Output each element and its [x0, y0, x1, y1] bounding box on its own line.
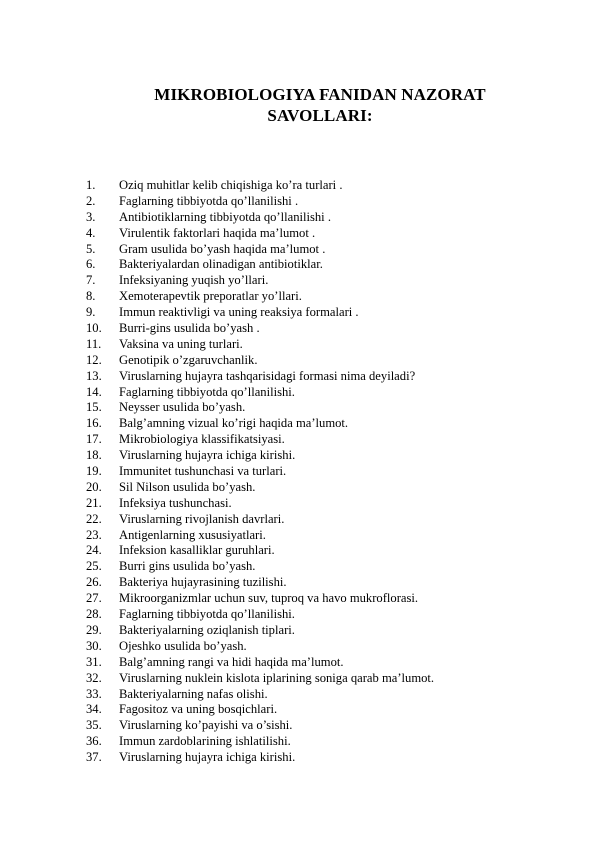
question-item [86, 400, 556, 416]
title-line-1: MIKROBIOLOGIYA FANIDAN NAZORAT [154, 85, 486, 104]
question-number: 23. [86, 527, 102, 542]
question-text: Fagositoz va uning bosqichlari. [119, 702, 278, 717]
question-number: 9. [86, 305, 96, 320]
question-number: 28. [86, 607, 102, 622]
question-item [86, 543, 556, 559]
question-text: Infeksion kasalliklar guruhlari. [119, 543, 275, 558]
question-text: Oziq muhitlar kelib chiqishiga ko’ra turlari . [119, 178, 343, 192]
question-text: Viruslarning ko’payishi va o’sishi. [119, 718, 293, 733]
question-text: Faglarning tibbiyotda qo’llanilishi. [119, 384, 295, 399]
question-number: 30. [86, 638, 102, 653]
question-number: 16. [86, 416, 102, 431]
question-item [86, 194, 556, 210]
question-item [86, 734, 556, 750]
question-item [86, 655, 556, 671]
question-number: 7. [86, 273, 96, 288]
question-text: Virulentik faktorlari haqida ma’lumot . [119, 225, 316, 240]
question-number: 18. [86, 448, 102, 463]
question-text: Mikrobiologiya klassifikatsiyasi. [119, 432, 285, 447]
question-number: 29. [86, 622, 102, 637]
question-text: Sil Nilson usulida bo’yash. [119, 479, 256, 494]
question-text: Viruslarning rivojlanish davrlari. [119, 511, 285, 526]
question-text: Neysser usulida bo’yash. [119, 400, 246, 415]
question-text: Balg’amning vizual ko’rigi haqida ma’lumot. [119, 416, 349, 431]
question-item [86, 369, 556, 385]
question-number: 11. [86, 336, 102, 351]
question-text: Bakteriyalarning nafas olishi. [119, 686, 268, 701]
question-item [86, 242, 556, 258]
question-text: Antigenlarning xususiyatlari. [119, 527, 266, 542]
question-list [86, 178, 556, 766]
question-item [86, 448, 556, 464]
question-number: 25. [86, 559, 102, 574]
question-number: 36. [86, 734, 102, 749]
question-number: 21. [86, 495, 102, 510]
question-item [86, 496, 556, 512]
question-text: Viruslarning hujayra tashqarisidagi formasi nima deyiladi? [119, 368, 416, 383]
question-item [86, 671, 556, 687]
question-item [86, 321, 556, 337]
question-item [86, 273, 556, 289]
question-item [86, 464, 556, 480]
question-item [86, 432, 556, 448]
question-text: Bakteriyalarning oziqlanish tiplari. [119, 622, 295, 637]
question-number: 14. [86, 384, 102, 399]
question-number: 22. [86, 511, 102, 526]
question-text: Bakteriyalardan olinadigan antibiotiklar. [119, 257, 323, 272]
question-item [86, 337, 556, 353]
question-item [86, 257, 556, 273]
title-line-2: SAVOLLARI: [267, 106, 373, 125]
question-item [86, 559, 556, 575]
question-text: Genotipik o’zgaruvchanlik. [119, 352, 258, 367]
question-number: 26. [86, 575, 102, 590]
question-item [86, 575, 556, 591]
page-title [140, 84, 500, 126]
question-number: 3. [86, 209, 96, 224]
question-number: 15. [86, 400, 102, 415]
question-number: 19. [86, 464, 102, 479]
question-text: Bakteriya hujayrasining tuzilishi. [119, 575, 287, 590]
question-number: 17. [86, 432, 102, 447]
question-text: Immunitet tushunchasi va turlari. [119, 464, 287, 479]
question-item [86, 591, 556, 607]
question-text: Viruslarning hujayra ichiga kirishi. [119, 448, 296, 463]
question-text: Burri-gins usulida bo’yash . [119, 321, 260, 336]
question-text: Ojeshko usulida bo’yash. [119, 638, 247, 653]
question-item [86, 687, 556, 703]
question-item [86, 528, 556, 544]
question-text: Vaksina va uning turlari. [119, 336, 243, 351]
question-number: 2. [86, 193, 96, 208]
question-item [86, 702, 556, 718]
question-item [86, 353, 556, 369]
question-number: 4. [86, 225, 96, 240]
question-text: Antibiotiklarning tibbiyotda qo’llanilishi . [119, 209, 331, 224]
question-item [86, 210, 556, 226]
question-item [86, 480, 556, 496]
question-item [86, 416, 556, 432]
question-item [86, 512, 556, 528]
question-text: Xemoterapevtik preporatlar yo’llari. [119, 289, 302, 304]
question-item [86, 718, 556, 734]
question-item [86, 623, 556, 639]
question-text: Burri gins usulida bo’yash. [119, 559, 256, 574]
question-text: Mikroorganizmlar uchun suv, tuproq va havo mukroflorasi. [119, 591, 419, 606]
question-number: 6. [86, 257, 96, 272]
question-item [86, 178, 556, 194]
question-number: 34. [86, 702, 102, 717]
question-text: Faglarning tibbiyotda qo’llanilishi . [119, 193, 299, 208]
question-text: Immun zardoblarining ishlatilishi. [119, 734, 291, 749]
question-text: Gram usulida bo’yash haqida ma’lumot . [119, 241, 326, 256]
question-text: Infeksiyaning yuqish yo’llari. [119, 273, 269, 288]
question-text: Faglarning tibbiyotda qo’llanilishi. [119, 607, 295, 622]
question-number: 32. [86, 670, 102, 685]
question-item [86, 750, 556, 766]
question-item [86, 226, 556, 242]
question-number: 27. [86, 591, 102, 606]
question-item [86, 639, 556, 655]
question-number: 8. [86, 289, 96, 304]
question-number: 33. [86, 686, 102, 701]
question-number: 10. [86, 321, 102, 336]
question-number: 1. [86, 178, 96, 192]
question-number: 12. [86, 352, 102, 367]
question-text: Viruslarning nuklein kislota iplarining soniga qarab ma’lumot. [119, 670, 435, 685]
question-text: Immun reaktivligi va uning reaksiya formalari . [119, 305, 359, 320]
question-number: 5. [86, 241, 96, 256]
question-number: 13. [86, 368, 102, 383]
question-text: Infeksiya tushunchasi. [119, 495, 232, 510]
question-number: 35. [86, 718, 102, 733]
question-text: Balg’amning rangi va hidi haqida ma’lumot. [119, 654, 344, 669]
question-item [86, 305, 556, 321]
question-number: 20. [86, 479, 102, 494]
question-number: 24. [86, 543, 102, 558]
question-number: 37. [86, 750, 102, 765]
question-item [86, 289, 556, 305]
question-number: 31. [86, 654, 102, 669]
question-item [86, 607, 556, 623]
question-item [86, 385, 556, 401]
question-text: Viruslarning hujayra ichiga kirishi. [119, 750, 296, 765]
